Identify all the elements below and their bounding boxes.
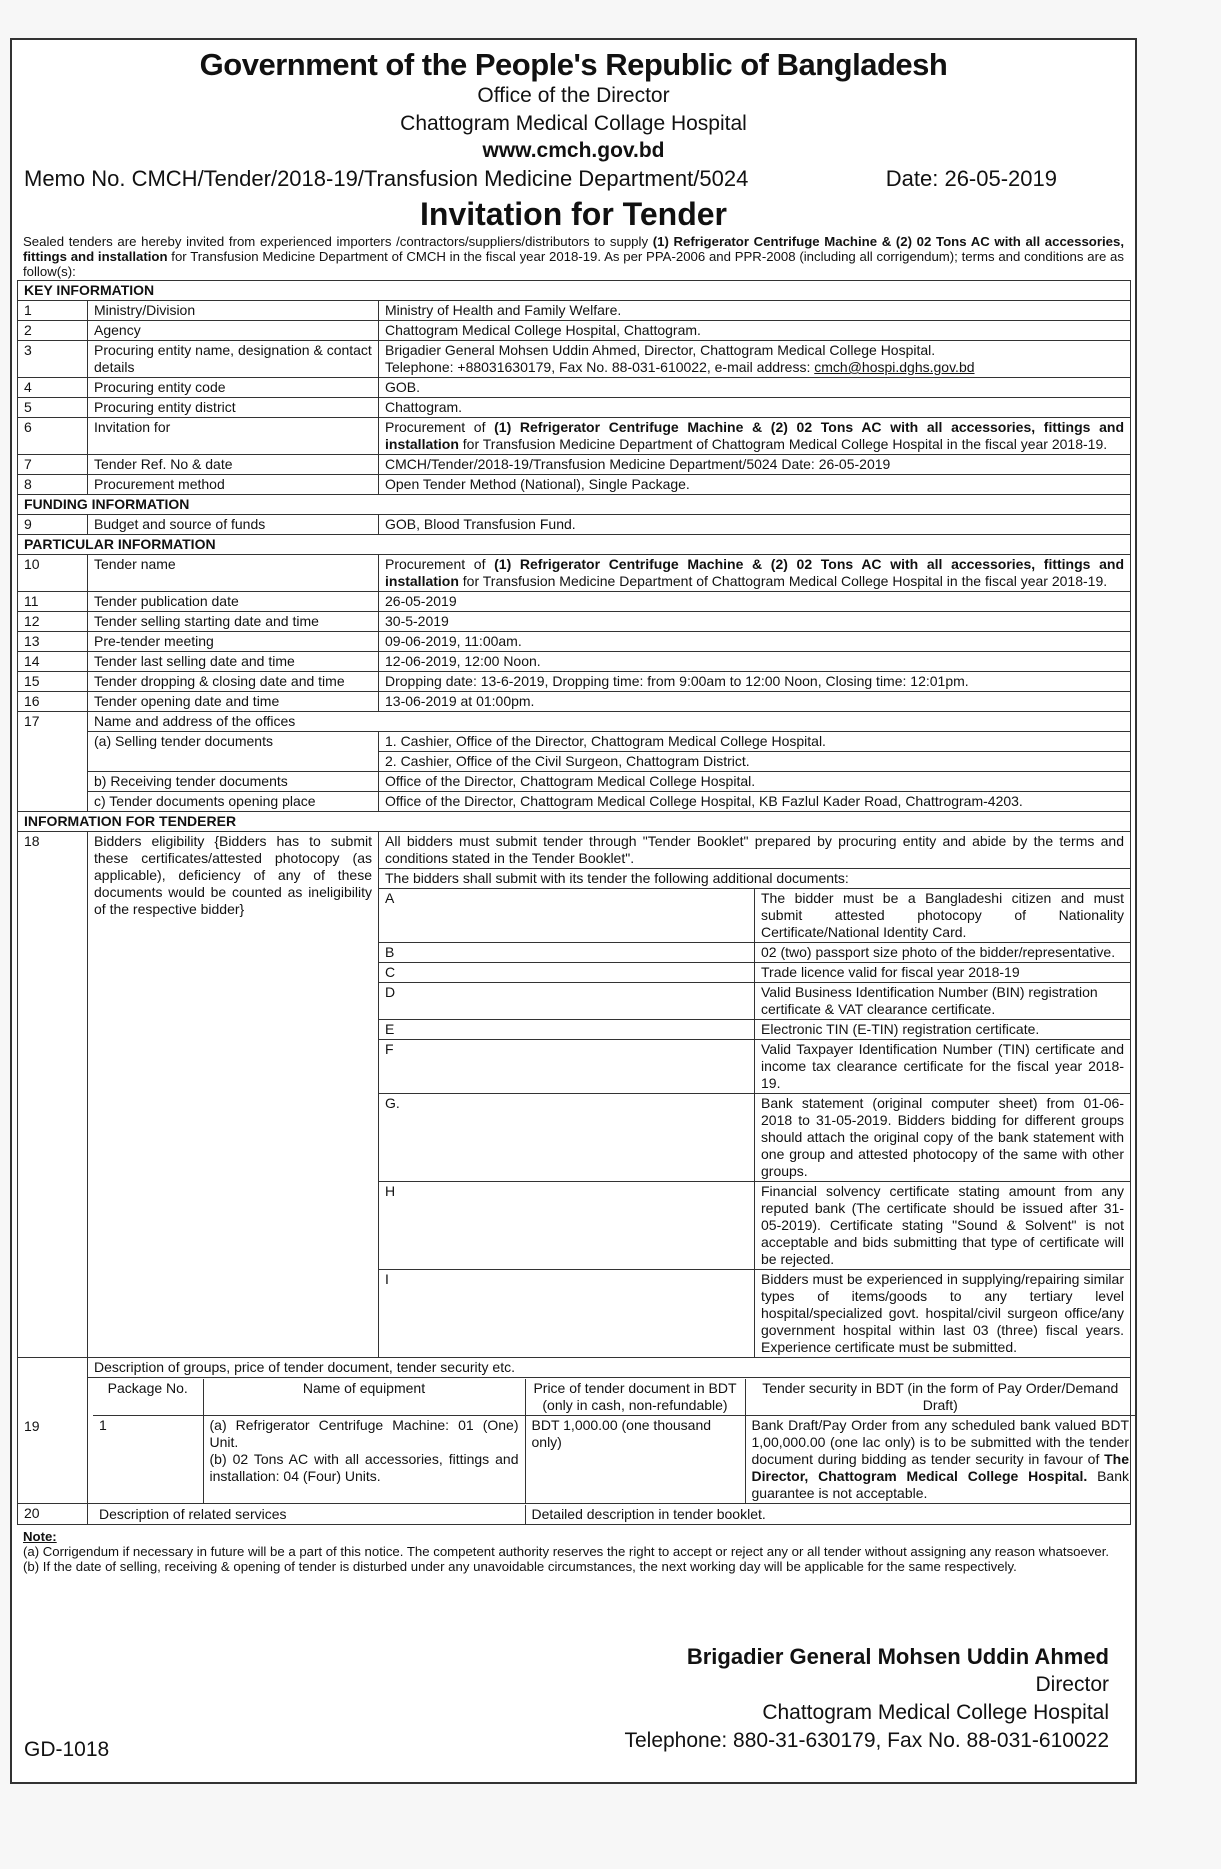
office-line: Office of the Director [477,84,670,107]
table-cell: 5 [18,398,88,418]
table-row [18,418,1131,455]
table-cell: Chattogram. [379,398,1131,418]
table-row [18,672,1131,692]
table-cell: Open Tender Method (National), Single Package. [379,475,1131,495]
table-cell: Tender name [88,555,379,592]
table-cell: 30-5-2019 [379,612,1131,632]
table-cell: C [379,963,755,983]
table-cell: 13 [18,632,88,652]
table-cell: 11 [18,592,88,612]
table-cell: 12 [18,612,88,632]
website-link[interactable]: www.cmch.gov.bd [482,139,665,162]
memo-line [12,164,1135,194]
table-row [18,341,1131,378]
government-heading: Government of the People's Republic of Bangladesh [199,47,948,82]
table-row [18,772,1131,792]
table-cell: Tender Ref. No & date [88,455,379,475]
table-cell: (a) Refrigerator Centrifuge Machine: 01 (One) Unit. [209,1417,519,1450]
note-b: (b) If the date of selling, receiving & opening of tender is disturbed under any unavoidable circumstances, the next working day will be applicable for the same respectively. [23,1559,1017,1574]
table-row [18,475,1131,495]
table-cell: 1 [93,1416,203,1504]
table-cell: Invitation for [88,418,379,455]
signatory-org: Chattogram Medical College Hospital [762,1701,1109,1724]
table-cell: H [379,1182,755,1270]
list-item [379,943,1130,963]
table-cell: Description of related services [93,1505,525,1524]
table-cell: 02 (two) passport size photo of the bidder/representative. [755,943,1131,963]
table-cell: Tender security in BDT (in the form of Pay Order/Demand Draft) [762,1380,1119,1413]
table-cell: Sealed tenders are hereby invited from experienced importers /contractors/suppliers/distributors to supply [23,234,653,249]
table-cell: (1) Refrigerator Centrifuge Machine & (2) 02 Tons AC with all accessories, fittings and installation [385,419,1124,452]
table-cell: Financial solvency certificate stating amount from any reputed bank (The certificate should be issued after 31-05-2019). Certificate stating "Sound & Solvent" is not acceptable and bids submitting that type of certificate will be rejected. [755,1182,1131,1270]
table-cell: E [379,1020,755,1040]
section-funding-info: FUNDING INFORMATION [18,495,1131,515]
list-item [379,1040,1130,1094]
table-cell: Telephone: +88031630179, Fax No. 88-031-610022, e-mail address: [385,359,815,375]
note-a: (a) Corrigendum if necessary in future will be a part of this notice. The competent authority reserves the right to accept or reject any or all tender without assigning any reason whatsoever. [23,1544,1110,1559]
table-row [18,632,1131,652]
table-cell: 20 [18,1504,88,1525]
notice-code: GD-1018 [24,1738,110,1761]
table-cell: Name of equipment [203,1379,525,1416]
table-cell: Pre-tender meeting [88,632,379,652]
table-cell: Dropping date: 13-6-2019, Dropping time: from 9:00am to 12:00 Noon, Closing time: 12:01pm. [379,672,1131,692]
table-cell: Package No. [93,1379,203,1416]
table-cell: Procurement of [385,419,495,435]
table-cell: 1 [18,301,88,321]
table-cell: 8 [18,475,88,495]
table-cell: b) Receiving tender documents [88,772,379,792]
table-cell: The Director, Chattogram Medical College Hospital. [751,1451,1129,1484]
table-cell: 7 [18,455,88,475]
table-cell: 2 [18,321,88,341]
table-row [18,1504,1131,1525]
table-cell: 18 [18,832,88,1358]
package-table [93,1379,1135,1503]
table-cell: Budget and source of funds [88,515,379,535]
table-cell: D [379,983,755,1020]
table-cell: (1) Refrigerator Centrifuge Machine & (2) 02 Tons AC with all accessories, fittings and installation [385,556,1124,589]
table-cell: Office of the Director, Chattogram Medical College Hospital, KB Fazlul Kader Road, Chattrogram-4203. [379,792,1131,812]
note-section [12,1525,1135,1574]
tender-notice [10,38,1137,1784]
list-item [379,1182,1130,1270]
table-row [18,612,1131,632]
table-cell: 09-06-2019, 11:00am. [379,632,1131,652]
table-row [18,832,1131,1358]
table-cell: The bidders shall submit with its tender the following additional documents: [379,869,1130,889]
table-cell: 26-05-2019 [379,592,1131,612]
table-cell: 19 [18,1358,88,1504]
table-cell: Bank guarantee is not acceptable. [751,1468,1129,1501]
list-item [379,983,1130,1020]
table-cell: All bidders must submit tender through "Tender Booklet" prepared by procuring entity and abide by the terms and conditions stated in the Tender Booklet". [379,832,1130,869]
table-cell: Bidders must be experienced in supplying/repairing similar types of items/goods to any tertiary level hospital/specialized govt. hospital/civil surgeon office/any government hospital within last 03 (three) fiscal years. Experience certificate must be submitted. [761,1271,1124,1355]
table-row [18,692,1131,712]
table-cell: Procuring entity code [88,378,379,398]
table-row [18,378,1131,398]
table-cell: (b) 02 Tons AC with all accessories, fittings and installation: 04 (Four) Units. [209,1451,519,1484]
note-heading: Note: [23,1529,57,1544]
table-row [18,301,1131,321]
table-cell: F [379,1040,755,1094]
hospital-line: Chattogram Medical Collage Hospital [400,112,747,135]
table-cell: Detailed description in tender booklet. [531,1506,766,1522]
table-cell: B [379,943,755,963]
section-key-info: KEY INFORMATION [18,281,1131,301]
table-cell: Ministry of Health and Family Welfare. [379,301,1131,321]
table-cell: Electronic TIN (E-TIN) registration certificate. [755,1020,1131,1040]
table-cell: 13-06-2019 at 01:00pm. [379,692,1131,712]
tender-table [17,280,1131,1525]
table-cell: G. [379,1094,755,1182]
table-cell: Procuring entity district [88,398,379,418]
table-cell: I [379,1270,755,1358]
table-cell: Trade licence valid for fiscal year 2018-19 [755,963,1131,983]
table-cell: c) Tender documents opening place [88,792,379,812]
signatory-contact: Telephone: 880-31-630179, Fax No. 88-031-610022 [624,1729,1109,1752]
table-cell: 1. Cashier, Office of the Director, Chattogram Medical College Hospital. [379,732,1131,752]
email-link[interactable]: cmch@hospi.dghs.gov.bd [814,359,975,375]
table-row [18,1358,1131,1504]
table-cell: Name and address of the offices [88,712,1131,732]
table-cell: Agency [88,321,379,341]
table-cell: Price of tender document in BDT (only in cash, non-refundable) [525,1379,745,1416]
table-cell: Tender selling starting date and time [88,612,379,632]
table-cell: Valid Business Identification Number (BIN) registration certificate & VAT clearance certificate. [755,983,1131,1020]
table-cell: A [379,889,755,943]
table-row [18,398,1131,418]
table-cell: 9 [18,515,88,535]
table-cell: Chattogram Medical College Hospital, Chattogram. [379,321,1131,341]
table-cell: CMCH/Tender/2018-19/Transfusion Medicine Department/5024 Date: 26-05-2019 [379,455,1131,475]
table-cell: Procurement method [88,475,379,495]
table-cell: 2. Cashier, Office of the Civil Surgeon, Chattogram District. [379,752,1131,772]
table-cell: Ministry/Division [88,301,379,321]
list-item [379,1270,1130,1358]
signatory-name: Brigadier General Mohsen Uddin Ahmed [686,1644,1109,1669]
table-cell: 16 [18,692,88,712]
list-item [379,1020,1130,1040]
table-cell: Bank statement (original computer sheet) from 01-06-2018 to 31-05-2019. Bidders bidding for different groups should attach the original copy of the bank statement with one group and attested photocopy of the same with other groups. [755,1094,1131,1182]
table-cell: Description of groups, price of tender document, tender security etc. [88,1358,1130,1378]
table-cell: The bidder must be a Bangladeshi citizen and must submit attested photocopy of Nationality Certificate/National Identity Card. [755,889,1131,943]
table-cell: 15 [18,672,88,692]
table-row [18,515,1131,535]
table-row [18,555,1131,592]
table-cell: Bidders eligibility {Bidders has to submit these certificates/attested photocopy (as applicable), deficiency of any of these documents would be counted as ineligibility of the respective bidder} [88,832,379,1358]
table-cell: Bank Draft/Pay Order from any scheduled bank valued BDT 1,00,000.00 (one lac only) is to be submitted with the tender document during bidding as tender security in favour of [751,1417,1129,1467]
table-row [18,712,1131,732]
table-cell: 3 [18,341,88,378]
table-cell: Office of the Director, Chattogram Medical College Hospital. [379,772,1131,792]
table-cell: 6 [18,418,88,455]
table-cell: Procuring entity name, designation & contact details [88,341,379,378]
table-cell: GOB, Blood Transfusion Fund. [379,515,1131,535]
table-cell: GOB. [379,378,1131,398]
table-cell: for Transfusion Medicine Department of CMCH in the fiscal year 2018-19. As per PPA-2006 and PPR-2008 (including all corrigendum); terms and conditions are as follow(s): [23,249,1124,279]
signature-block [624,1643,1109,1755]
table-row [18,652,1131,672]
memo-number: Memo No. CMCH/Tender/2018-19/Transfusion Medicine Department/5024 [24,166,749,191]
table-cell: Tender dropping & closing date and time [88,672,379,692]
section-tenderer-info: INFORMATION FOR TENDERER [18,812,1131,832]
memo-date: Date: 26-05-2019 [885,166,1057,191]
table-cell: Tender publication date [88,592,379,612]
list-item [379,889,1130,943]
table-row [18,592,1131,612]
signatory-title: Director [1035,1673,1109,1696]
table-cell: (a) Selling tender documents [88,732,379,772]
table-cell: 10 [18,555,88,592]
table-cell: for Transfusion Medicine Department of Chattogram Medical College Hospital in the fiscal year 2018-19. [458,573,1108,589]
table-cell: Valid Taxpayer Identification Number (TIN) certificate and income tax clearance certificate for the fiscal year 2018-19. [755,1040,1131,1094]
table-row [18,321,1131,341]
table-cell: for Transfusion Medicine Department of Chattogram Medical College Hospital in the fiscal year 2018-19. [458,436,1108,452]
table-row [18,732,1131,752]
table-cell: 4 [18,378,88,398]
table-cell: 17 [18,712,88,812]
list-item [379,1094,1130,1182]
required-documents [379,832,1130,1357]
table-row [18,455,1131,475]
table-row [18,792,1131,812]
notice-header [12,48,1135,164]
table-cell: (1) Refrigerator Centrifuge Machine & (2) 02 Tons AC with all accessories, fittings and installation [23,234,1124,264]
section-particular-info: PARTICULAR INFORMATION [18,535,1131,555]
table-cell: 12-06-2019, 12:00 Noon. [379,652,1131,672]
list-item [379,963,1130,983]
table-cell: Brigadier General Mohsen Uddin Ahmed, Director, Chattogram Medical College Hospital. [385,342,936,358]
page-title: Invitation for Tender [420,196,727,232]
table-cell: Tender last selling date and time [88,652,379,672]
table-cell: Procurement of [385,556,495,572]
table-cell: 14 [18,652,88,672]
table-cell: BDT 1,000.00 (one thousand only) [525,1416,745,1504]
intro-paragraph [12,234,1135,279]
table-cell: Tender opening date and time [88,692,379,712]
